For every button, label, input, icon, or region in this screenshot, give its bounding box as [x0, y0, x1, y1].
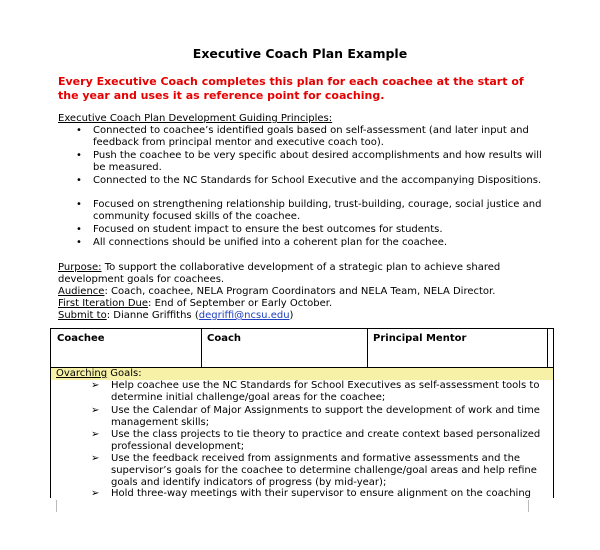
page-margin-mark — [56, 500, 57, 512]
intro-statement: Every Executive Coach completes this plan for each coachee at the start of the year and uses it as reference point for coaching. — [58, 75, 524, 102]
plan-table — [50, 328, 554, 498]
guiding-item: Focused on student impact to ensure the best outcomes for students. — [93, 224, 443, 235]
header-coachee: Coachee — [57, 333, 105, 344]
bullet-icon: • — [76, 150, 82, 161]
table-header-row — [51, 328, 553, 368]
goals-label-row — [51, 368, 553, 380]
arrow-bullet-icon: ➢ — [91, 405, 100, 416]
arrow-bullet-icon: ➢ — [91, 380, 100, 391]
first-iteration-label: First Iteration Due — [58, 298, 149, 309]
arrow-bullet-icon: ➢ — [91, 453, 100, 464]
submit-close: ) — [289, 310, 294, 321]
audience-line — [58, 286, 558, 298]
first-iteration-text: : End of September or Early October. — [148, 298, 333, 309]
audience-label: Audience — [58, 286, 105, 297]
submit-line — [58, 310, 558, 322]
header-principal-mentor: Principal Mentor — [373, 333, 467, 344]
guiding-item: Focused on strengthening relationship building, trust-building, courage, social justice and community focused skills of the coachee. — [93, 199, 542, 222]
purpose-text: To support the collaborative development of a strategic plan to achieve shared development goals for coachees. — [58, 262, 501, 285]
bullet-icon: • — [76, 125, 82, 136]
guiding-principles-heading: Executive Coach Plan Development Guiding Principles: — [58, 113, 333, 124]
guiding-item: All connections should be unified into a coherent plan for the coachee. — [93, 237, 448, 248]
arrow-bullet-icon: ➢ — [91, 429, 100, 440]
goal-item: Use the feedback received from assignments and formative assessments and the supervisor’s goals for the coachee to determine challenge/goal areas and help refine goals and identify indicators of progress (by mid-year); — [111, 453, 537, 488]
arrow-bullet-icon: ➢ — [91, 488, 100, 499]
purpose-label: Purpose: — [58, 262, 102, 273]
bullet-icon: • — [76, 237, 82, 248]
column-divider — [547, 329, 548, 367]
guiding-item: Connected to coachee’s identified goals based on self-assessment (and later input and feedback from principal mentor and executive coach too). — [93, 125, 529, 148]
purpose-line — [58, 262, 558, 286]
goal-item: Hold three-way meetings with their supervisor to ensure alignment on the coaching — [111, 488, 532, 499]
document-title: Executive Coach Plan Example — [192, 46, 408, 61]
column-divider — [367, 329, 368, 367]
bullet-icon: • — [76, 224, 82, 235]
column-divider — [201, 329, 202, 367]
goal-item: Help coachee use the NC Standards for School Executives as self-assessment tools to determine initial challenge/goal areas for the coachee; — [111, 380, 540, 403]
page-margin-mark — [528, 500, 529, 512]
goals-label-rest: Goals: — [107, 368, 142, 379]
goal-item: Use the class projects to tie theory to practice and create context based personalized professional development; — [111, 429, 541, 452]
audience-text: : Coach, coachee, NELA Program Coordinators and NELA Team, NELA Director. — [104, 286, 496, 297]
goals-label-underlined: Ovarching — [56, 368, 108, 379]
guiding-item: Push the coachee to be very specific about desired accomplishments and how results will be measured. — [93, 150, 542, 173]
bullet-icon: • — [76, 199, 82, 210]
goal-item: Use the Calendar of Major Assignments to support the development of work and time management skills; — [111, 405, 540, 428]
header-coach: Coach — [207, 333, 242, 344]
first-iteration-line — [58, 298, 558, 310]
bullet-icon: • — [76, 175, 82, 186]
guiding-item: Connected to the NC Standards for School Executive and the accompanying Dispositions. — [93, 175, 542, 186]
submit-text: : Dianne Griffiths ( — [106, 310, 199, 321]
email-link[interactable]: degriffi@ncsu.edu — [198, 310, 290, 321]
submit-label: Submit to — [58, 310, 107, 321]
goals-label — [56, 368, 142, 380]
